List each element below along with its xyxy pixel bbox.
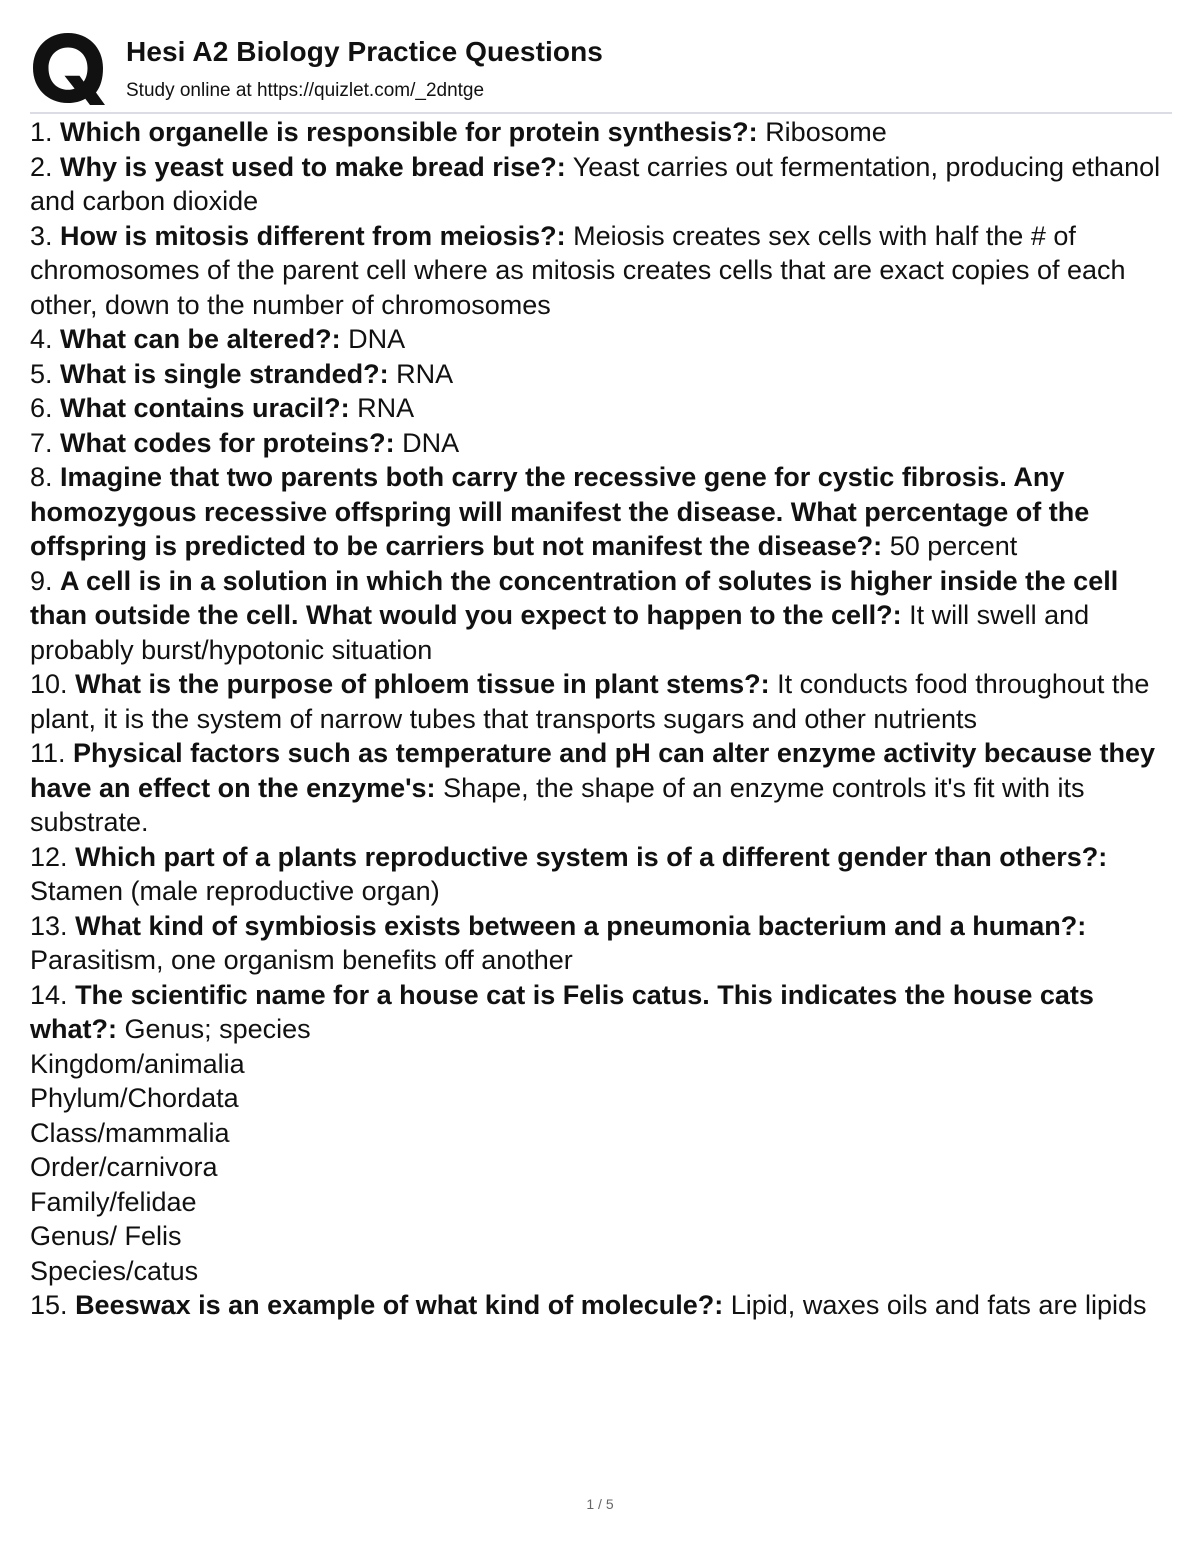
question-text: What kind of symbiosis exists between a pneumonia bacterium and a human?:	[75, 910, 1087, 941]
item-number: 2.	[30, 151, 53, 182]
header	[30, 30, 1172, 110]
answer-text: DNA	[402, 427, 460, 458]
item-number: 15.	[30, 1290, 68, 1320]
question-item-13	[30, 909, 1175, 978]
taxonomy-line: Phylum/Chordata	[30, 1083, 239, 1113]
answer-text: Ribosome	[765, 117, 887, 147]
question-text: A cell is in a solution in which the concentration of solutes is higher inside the cell than outside the cell. What would you expect to happen to the cell?:	[30, 565, 1119, 630]
answer-text: Genus; species	[124, 1014, 311, 1044]
question-item-14	[30, 978, 1175, 1047]
item-number: 3.	[30, 220, 53, 251]
answer-text: 50 percent	[889, 531, 1018, 561]
answer-text: RNA	[357, 393, 415, 423]
taxonomy-line: Order/carnivora	[30, 1152, 218, 1182]
item-number: 14.	[30, 979, 68, 1010]
question-list	[30, 115, 1175, 1323]
question-item-2	[30, 150, 1175, 219]
item-number: 13.	[30, 910, 68, 941]
question-text: What is single stranded?:	[60, 358, 389, 389]
header-divider	[30, 112, 1172, 114]
answer-text: Lipid, waxes oils and fats are lipids	[730, 1290, 1147, 1320]
question-item-5	[30, 357, 1175, 392]
question-item-11	[30, 736, 1175, 840]
question-item-10	[30, 667, 1175, 736]
taxonomy-line: Genus/ Felis	[30, 1221, 182, 1251]
item-number: 11.	[30, 738, 66, 768]
item-number: 1.	[30, 117, 53, 147]
item-number: 7.	[30, 427, 53, 458]
question-item-4	[30, 322, 1175, 357]
item-number: 5.	[30, 358, 53, 389]
document-title: Hesi A2 Biology Practice Questions	[126, 36, 603, 67]
item-number: 9.	[30, 565, 53, 596]
taxonomy-line: Kingdom/animalia	[30, 1048, 245, 1079]
question-text: What can be altered?:	[60, 324, 341, 354]
item-number: 6.	[30, 393, 53, 423]
question-text: The scientific name for a house cat is Felis catus. This indicates the house cats what?:	[30, 979, 1094, 1044]
taxonomy-line: Class/mammalia	[30, 1117, 230, 1148]
question-item-12	[30, 840, 1175, 909]
answer-text: It conducts food throughout the plant, it is the system of narrow tubes that transports sugars and other nutrients	[30, 669, 1150, 734]
taxonomy-line: Family/felidae	[30, 1186, 197, 1217]
study-online-link[interactable]: Study online at https://quizlet.com/_2dntge	[126, 80, 485, 101]
question-item-8	[30, 460, 1175, 564]
item-number: 12.	[30, 841, 68, 872]
page-number: 1 / 5	[586, 1496, 614, 1512]
question-text: Imagine that two parents both carry the recessive gene for cystic fibrosis. Any homozygous recessive offspring will manifest the disease. What percentage of the offspring is predicted to be carriers but not manifest the disease?:	[30, 462, 1090, 561]
question-item-7	[30, 426, 1175, 461]
answer-text: Stamen (male reproductive organ)	[30, 876, 440, 906]
answer-text: Shape, the shape of an enzyme controls it's fit with its substrate.	[30, 772, 1085, 837]
taxonomy-line: Species/catus	[30, 1255, 199, 1286]
question-text: Beeswax is an example of what kind of molecule?:	[75, 1290, 724, 1320]
item-number: 8.	[30, 462, 53, 492]
answer-text: RNA	[396, 358, 454, 389]
question-text: What contains uracil?:	[60, 393, 350, 423]
answer-text: DNA	[348, 324, 406, 354]
item-number: 4.	[30, 324, 53, 354]
answer-text: Yeast carries out fermentation, producing ethanol and carbon dioxide	[30, 151, 1161, 216]
question-text: What is the purpose of phloem tissue in plant stems?:	[75, 669, 770, 699]
quizlet-q-logo-icon	[30, 30, 106, 106]
question-text: Why is yeast used to make bread rise?:	[60, 151, 566, 182]
question-item-15	[30, 1288, 1175, 1323]
question-text: What codes for proteins?:	[60, 427, 395, 458]
item-number: 10.	[30, 669, 68, 699]
answer-text: Meiosis creates sex cells with half the # of chromosomes of the parent cell where as mitosis creates cells that are exact copies of each other, down to the number of chromosomes	[30, 220, 1126, 320]
question-item-9	[30, 564, 1175, 668]
answer-text: Parasitism, one organism benefits off another	[30, 945, 573, 975]
question-item-6	[30, 391, 1175, 426]
answer-text: It will swell and probably burst/hypotonic situation	[30, 600, 1090, 665]
question-item-3	[30, 219, 1175, 323]
question-text: Physical factors such as temperature and pH can alter enzyme activity because they have an effect on the enzyme's:	[30, 738, 1155, 803]
question-text: Which organelle is responsible for protein synthesis?:	[60, 117, 758, 147]
question-item-1	[30, 115, 1175, 150]
question-text: Which part of a plants reproductive system is of a different gender than others?:	[75, 841, 1108, 872]
question-text: How is mitosis different from meiosis?:	[60, 220, 566, 251]
